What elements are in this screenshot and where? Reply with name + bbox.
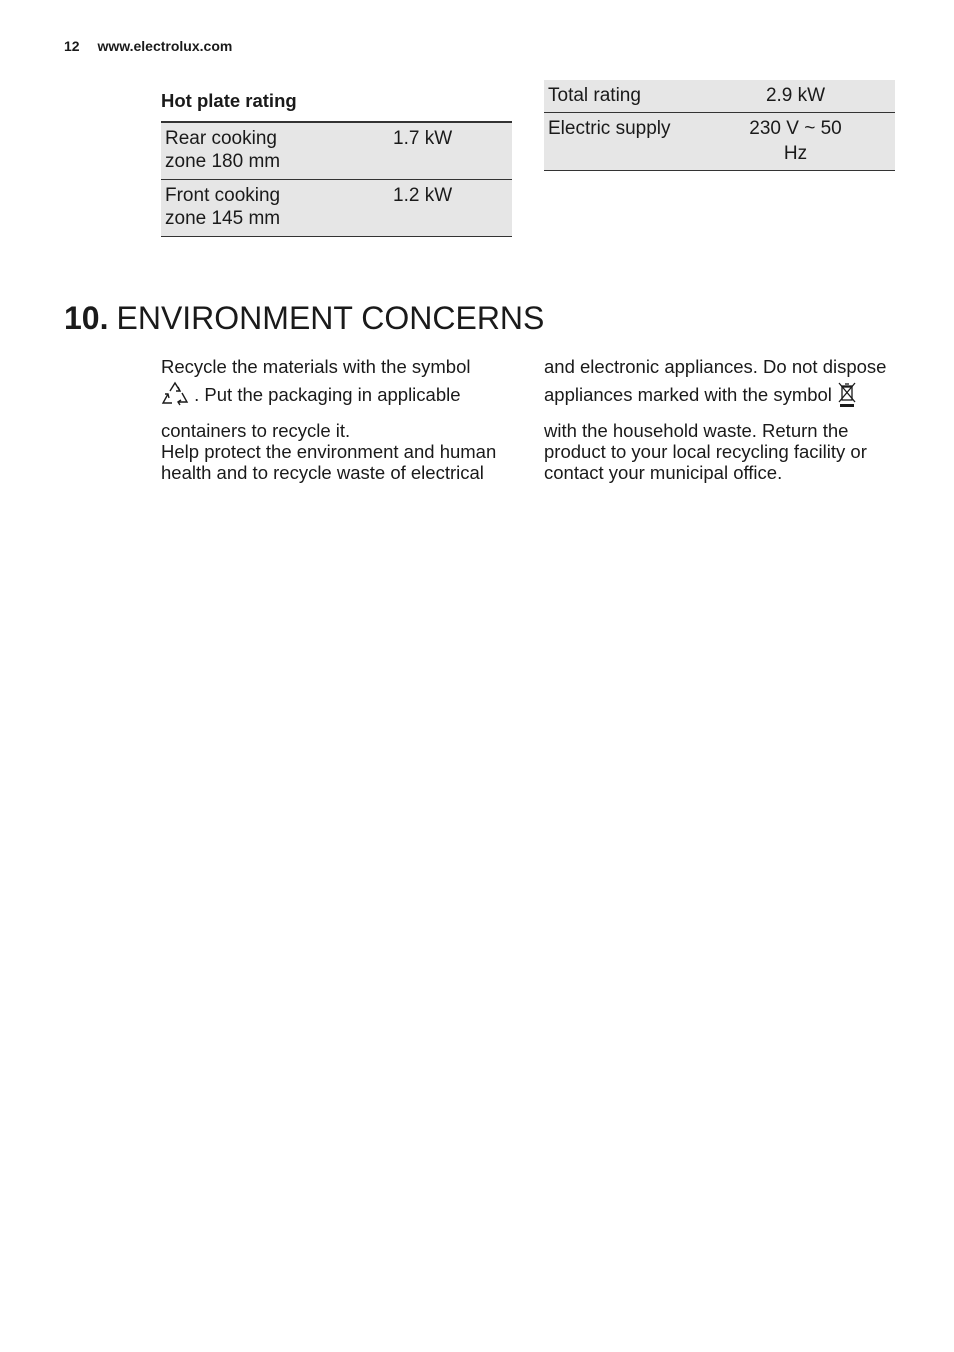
section-title xyxy=(64,300,544,337)
table-row xyxy=(161,122,512,180)
body-line: Help protect the environment and human xyxy=(161,441,497,462)
crossed-bin-icon xyxy=(837,381,857,411)
label-line: zone 180 mm xyxy=(165,151,281,172)
body-line-text: appliances marked with the symbol xyxy=(544,383,832,405)
table-cell-value: 1.2 kW xyxy=(389,180,512,237)
hot-plate-table xyxy=(161,121,512,237)
label-line: zone 145 mm xyxy=(165,208,281,229)
body-line: product to your local recycling facility or xyxy=(544,441,867,462)
body-line: and electronic appliances. Do not dispose xyxy=(544,356,887,377)
table-cell-value: 230 V ~ 50 Hz xyxy=(732,113,895,171)
body-column-right xyxy=(544,356,896,483)
body-column-left xyxy=(161,356,511,483)
table-cell-label: Total rating xyxy=(544,80,732,113)
page-number: 12 xyxy=(64,38,80,54)
label-line: Front cooking xyxy=(165,185,281,206)
body-line xyxy=(544,381,896,411)
body-line: Recycle the materials with the symbol xyxy=(161,356,471,377)
totals-table xyxy=(544,80,895,171)
table-cell-value: 1.7 kW xyxy=(389,122,512,180)
body-line-text: . Put the packaging in applicable xyxy=(194,383,461,405)
table-cell-label xyxy=(161,122,389,180)
body-line xyxy=(161,381,511,411)
label-line: Rear cooking xyxy=(165,128,277,149)
section-title-text: ENVIRONMENT CONCERNS xyxy=(116,300,545,336)
website-link[interactable]: www.electrolux.com xyxy=(97,38,233,54)
section-number: 10. xyxy=(64,300,109,336)
table-cell-value: 2.9 kW xyxy=(732,80,895,113)
body-line: health and to recycle waste of electrical xyxy=(161,462,484,483)
body-line: containers to recycle it. xyxy=(161,420,351,441)
table-row xyxy=(161,180,512,237)
hot-plate-title: Hot plate rating xyxy=(161,90,297,111)
body-line: contact your municipal office. xyxy=(544,462,783,483)
table-cell-label: Electric supply xyxy=(544,113,732,171)
page-header xyxy=(64,38,232,54)
recycle-icon xyxy=(161,381,189,411)
table-row xyxy=(544,113,895,171)
table-cell-label xyxy=(161,180,389,237)
body-line: with the household waste. Return the xyxy=(544,420,849,441)
table-row xyxy=(544,80,895,113)
